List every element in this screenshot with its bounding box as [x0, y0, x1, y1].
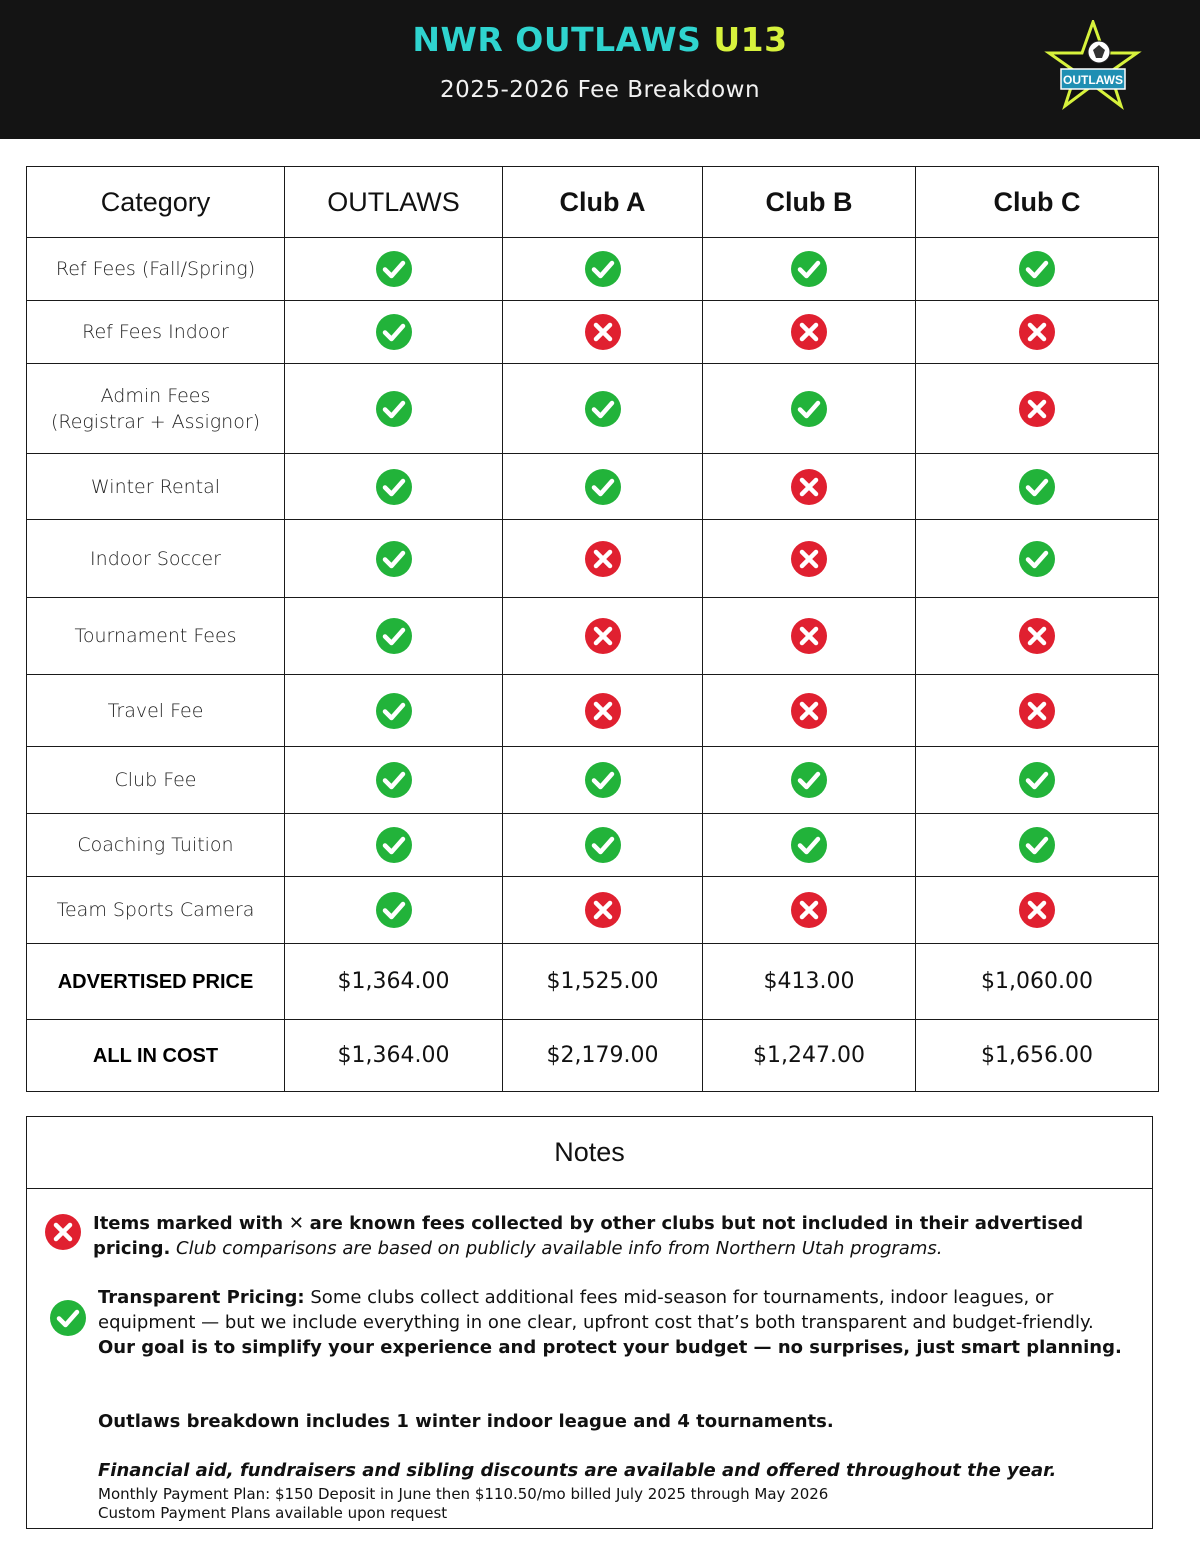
check-circle-icon [375, 250, 413, 288]
x-circle-icon [1018, 891, 1056, 929]
x-circle-icon [1018, 313, 1056, 351]
row-label: ALL IN COST [27, 1020, 285, 1092]
cell-outlaws [285, 814, 503, 877]
cell-outlaws [285, 877, 503, 944]
x-circle-icon [584, 617, 622, 655]
notes-panel [26, 1116, 1153, 1529]
table-row [27, 877, 1159, 944]
cell-club-c [916, 364, 1159, 454]
check-circle-icon [1018, 540, 1056, 578]
price-outlaws: $1,364.00 [285, 944, 503, 1020]
row-label: Winter Rental [27, 454, 285, 520]
check-circle-icon [584, 250, 622, 288]
cell-club-a [503, 454, 703, 520]
cell-club-b [703, 364, 916, 454]
title-age-group: U13 [713, 20, 788, 59]
row-label: Ref Fees Indoor [27, 301, 285, 364]
cell-club-b [703, 454, 916, 520]
x-circle-icon [584, 692, 622, 730]
cell-club-c [916, 877, 1159, 944]
x-circle-icon [1018, 617, 1056, 655]
check-circle-icon [375, 761, 413, 799]
cell-club-b [703, 598, 916, 675]
cell-club-b [703, 675, 916, 747]
check-circle-icon [584, 390, 622, 428]
cell-club-a [503, 675, 703, 747]
note-breakdown: Outlaws breakdown includes 1 winter indoor league and 4 tournaments. [98, 1411, 834, 1432]
check-circle-icon [375, 891, 413, 929]
cell-outlaws [285, 598, 503, 675]
row-label: Ref Fees (Fall/Spring) [27, 238, 285, 301]
page-subtitle: 2025-2026 Fee Breakdown [439, 77, 761, 103]
note-text: Items marked with [93, 1213, 284, 1234]
page-title [0, 20, 1200, 59]
check-circle-icon [375, 617, 413, 655]
check-circle-icon [375, 540, 413, 578]
note-custom-plans: Custom Payment Plans available upon request [98, 1504, 448, 1522]
cell-club-a [503, 238, 703, 301]
cell-club-b [703, 814, 916, 877]
x-circle-icon [790, 891, 828, 929]
x-circle-icon [790, 540, 828, 578]
x-circle-icon [44, 1213, 82, 1251]
cell-club-c [916, 675, 1159, 747]
row-label: Indoor Soccer [27, 520, 285, 598]
cell-club-b [703, 238, 916, 301]
row-label: Team Sports Camera [27, 877, 285, 944]
check-circle-icon [375, 692, 413, 730]
x-circle-icon [790, 617, 828, 655]
cell-club-b [703, 520, 916, 598]
check-circle-icon [1018, 826, 1056, 864]
cell-club-c [916, 747, 1159, 814]
table-row [27, 238, 1159, 301]
note-bold: Our goal is to simplify your experience and protect your budget — no surprises, just smart planning. [98, 1337, 1122, 1358]
cell-club-a [503, 877, 703, 944]
x-circle-icon [790, 313, 828, 351]
note-financial-aid: Financial aid, fundraisers and sibling discounts are available and offered throughout the year. [98, 1460, 1057, 1481]
table-header-row [27, 167, 1159, 238]
check-circle-icon [584, 468, 622, 506]
advertised-price-row [27, 944, 1159, 1020]
note-text: are known fees collected by other clubs but not included in their advertised pricing. [93, 1213, 1084, 1259]
cell-club-a [503, 598, 703, 675]
note-italic: Club comparisons are based on publicly available info from Northern Utah programs. [176, 1238, 943, 1259]
row-label-line2: (Registrar + Assignor) [50, 410, 261, 433]
table-row [27, 454, 1159, 520]
check-circle-icon [375, 313, 413, 351]
page-header [0, 0, 1200, 139]
row-label: Coaching Tuition [27, 814, 285, 877]
cell-club-c [916, 814, 1159, 877]
row-label: ADVERTISED PRICE [27, 944, 285, 1020]
price-club-c: $1,060.00 [916, 944, 1159, 1020]
outlaws-star-logo [1044, 20, 1142, 112]
cell-club-a [503, 814, 703, 877]
header-outlaws: OUTLAWS [285, 167, 503, 238]
cell-outlaws [285, 747, 503, 814]
row-label: Tournament Fees [27, 598, 285, 675]
cost-club-a: $2,179.00 [503, 1020, 703, 1092]
notes-heading: Notes [27, 1117, 1152, 1189]
cell-club-c [916, 238, 1159, 301]
note-transparent-pricing [98, 1285, 1128, 1360]
cell-club-c [916, 598, 1159, 675]
cell-outlaws [285, 454, 503, 520]
header-club-a: Club A [503, 167, 703, 238]
fee-comparison-table [26, 166, 1159, 1092]
table-row [27, 520, 1159, 598]
table-row [27, 814, 1159, 877]
row-label-line1: Admin Fees [100, 384, 211, 407]
x-mark-symbol: ✕ [288, 1213, 304, 1234]
cell-club-c [916, 520, 1159, 598]
check-circle-icon [375, 390, 413, 428]
check-circle-icon [1018, 250, 1056, 288]
check-circle-icon [584, 826, 622, 864]
x-circle-icon [790, 692, 828, 730]
cell-outlaws [285, 675, 503, 747]
check-circle-icon [790, 250, 828, 288]
note-excluded-fees [93, 1211, 1123, 1261]
cell-club-a [503, 747, 703, 814]
cell-outlaws [285, 520, 503, 598]
cell-club-b [703, 877, 916, 944]
check-circle-icon [1018, 761, 1056, 799]
check-circle-icon [1018, 468, 1056, 506]
cell-club-a [503, 520, 703, 598]
check-circle-icon [375, 468, 413, 506]
table-row [27, 675, 1159, 747]
cost-club-b: $1,247.00 [703, 1020, 916, 1092]
header-category: Category [27, 167, 285, 238]
cell-outlaws [285, 364, 503, 454]
logo-lettering: OUTLAWS [1063, 73, 1123, 87]
cell-club-a [503, 364, 703, 454]
x-circle-icon [1018, 390, 1056, 428]
row-label [27, 364, 285, 454]
check-circle-icon [584, 761, 622, 799]
price-club-b: $413.00 [703, 944, 916, 1020]
check-circle-icon [49, 1299, 87, 1337]
header-club-b: Club B [703, 167, 916, 238]
cell-club-b [703, 301, 916, 364]
cost-outlaws: $1,364.00 [285, 1020, 503, 1092]
x-circle-icon [790, 468, 828, 506]
check-circle-icon [790, 761, 828, 799]
table-row [27, 747, 1159, 814]
cell-outlaws [285, 238, 503, 301]
row-label: Club Fee [27, 747, 285, 814]
cell-outlaws [285, 301, 503, 364]
x-circle-icon [584, 891, 622, 929]
check-circle-icon [375, 826, 413, 864]
x-circle-icon [584, 313, 622, 351]
x-circle-icon [1018, 692, 1056, 730]
x-circle-icon [584, 540, 622, 578]
check-circle-icon [790, 826, 828, 864]
cell-club-a [503, 301, 703, 364]
table-row [27, 598, 1159, 675]
cell-club-c [916, 301, 1159, 364]
check-circle-icon [790, 390, 828, 428]
cost-club-c: $1,656.00 [916, 1020, 1159, 1092]
note-payment-plan: Monthly Payment Plan: $150 Deposit in June then $110.50/mo billed July 2025 through May 2026 [98, 1485, 829, 1503]
table-row [27, 301, 1159, 364]
note-text: Some clubs collect additional fees mid-season for tournaments, indoor leagues, or equipment — but we include everything in one clear, upfront cost that’s both transparent and budget-friendly. [98, 1287, 1094, 1333]
cell-club-c [916, 454, 1159, 520]
table-row [27, 364, 1159, 454]
row-label: Travel Fee [27, 675, 285, 747]
price-club-a: $1,525.00 [503, 944, 703, 1020]
cell-club-b [703, 747, 916, 814]
note-bold: Transparent Pricing: [98, 1287, 305, 1308]
all-in-cost-row [27, 1020, 1159, 1092]
header-club-c: Club C [916, 167, 1159, 238]
title-team-name: NWR OUTLAWS [412, 20, 702, 59]
